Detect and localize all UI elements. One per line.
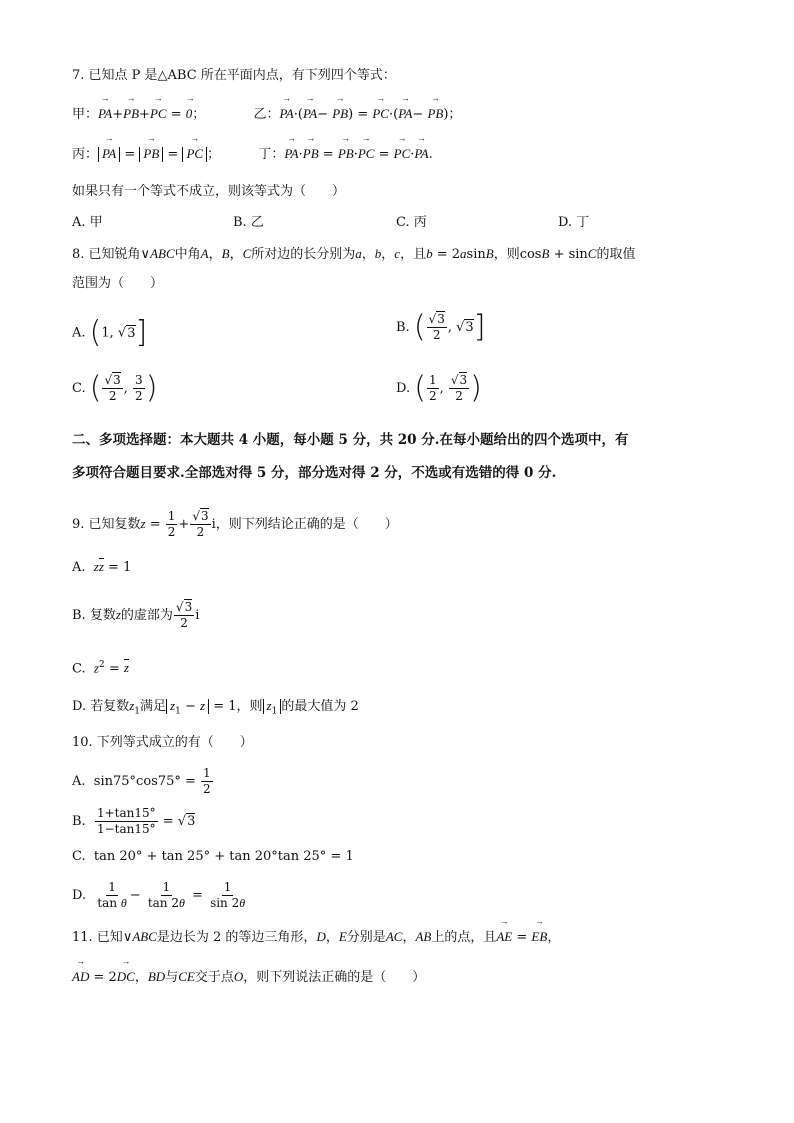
- q9-stem: 9. 已知复数z = $\frac{1}{2}$ + $\frac{√3}{2}$ i，则下列结论正确的是（ ）: [72, 509, 398, 539]
- q9-option-d-c: ，则: [236, 699, 263, 714]
- q10-stem: 10. 下列等式成立的有（ ）: [72, 735, 253, 750]
- q11-stem: 11. 已知∨ABC是边长为 2 的等边三角形，D，E分别是AC，AB上的点，且→ AE = → EB，: [72, 927, 560, 948]
- section2-line1: 二、多项选择题：本大题共 4 小题，每小题 5 分，共 20 分.在每小题给出的四个选项中，有: [72, 432, 629, 448]
- q11-stem-b: 是边长为 2 的等边三角形，: [156, 930, 317, 945]
- q7-label-jia: 甲：: [72, 107, 99, 122]
- q8-stem-e: ，则: [493, 247, 520, 262]
- q7-option-c: C. 丙: [396, 215, 427, 230]
- q8-stem-b: 中角: [174, 247, 201, 262]
- q7-question: 如果只有一个等式不成立，则该等式为（ ）: [72, 184, 346, 199]
- q7-option-b: B. 乙: [233, 215, 264, 230]
- q11-stem-d: 上的点，且: [431, 930, 497, 945]
- q8-stem: 8. 已知锐角∨ABC中角A，B，C所对边的长分别为a，b，c，且b = 2asinB，则cosB + sinC的取值: [72, 246, 636, 262]
- q10-option-b: B. $\frac{1+\tan 15^\circ}{1-\tan 15^\circ}$ = √3: [72, 806, 196, 836]
- q8-option-b-label: B.: [396, 320, 410, 335]
- q11-stem-2b: 与: [165, 970, 179, 985]
- q9-option-c: C. $z^2 = z$: [72, 660, 129, 677]
- q8-stem-c: 所对边的长分别为: [251, 247, 356, 262]
- q8-stem-d: ，且: [400, 247, 427, 262]
- q9-option-d: D. 若复数$z_1$满足 $z_1 - z = 1$，则 $z_1$ 的最大值为 2: [72, 698, 359, 717]
- q8-option-a: A. (1, √3]: [72, 315, 148, 350]
- q9-option-d-d: 的最大值为 2: [281, 699, 359, 714]
- section2-line2: 多项符合题目要求.全部选对得 5 分，部分选对得 2 分，不选或有选错的得 0 分.: [72, 465, 557, 481]
- q7-eq-jia-yi: 甲：→ PA+→ PB+→ PC = → 0； 乙：→ PA·(→ PA− → PB) = → PC·(→ PA− → PB)；: [72, 104, 461, 125]
- q9-option-b-b: 的虚部为: [120, 608, 173, 623]
- q10-option-b-label: B.: [72, 814, 86, 829]
- q7-label-yi: 乙：: [253, 107, 280, 122]
- q8-option-c: C. ( $\frac{√3}{2}$ , $\frac{3}{2}$ ): [72, 370, 158, 406]
- q11-stem-2a: ，: [134, 970, 148, 985]
- q8-option-a-label: A.: [72, 325, 86, 341]
- q10-option-c-label: C.: [72, 849, 86, 864]
- q9-option-b-a: B. 复数: [72, 608, 116, 623]
- q10-option-d: D. $\frac{1}{\text{tan θ}}$ − $\frac{1}{\tan 2\theta}$ = $\frac{1}{\sin 2\theta}$: [72, 880, 246, 910]
- q11-stem-c: 分别是: [346, 930, 386, 945]
- q7-label-ding: 丁：: [258, 147, 285, 162]
- q7-stem: 7. 已知点 P 是△ABC 所在平面内点，有下列四个等式：: [72, 68, 396, 83]
- q8-stem-2: 范围为（ ）: [72, 276, 164, 291]
- q11-stem-2c: 交于点: [194, 970, 234, 985]
- q7-eq-bing-ding: 丙：→ PA = → PB = → PC ； 丁：→ PA·→ PB = → PB·→ PC = → PC·→ PA.: [72, 144, 433, 165]
- q8-option-d-label: D.: [396, 381, 411, 396]
- q9-option-c-label: C.: [72, 661, 86, 677]
- q8-stem-f: 的取值: [596, 247, 636, 262]
- q7-option-a: A. 甲: [72, 215, 103, 230]
- q9-stem-a: 9. 已知复数: [72, 517, 141, 532]
- q11-stem-2d: ，则下列说法正确的是（ ）: [243, 970, 426, 985]
- q11-stem-2: → AD = 2→ DC，BD与CE交于点O，则下列说法正确的是（ ）: [72, 967, 425, 988]
- q9-option-a-label: A.: [72, 560, 86, 575]
- q9-option-a: A. zz = 1: [72, 559, 132, 575]
- q8-option-d: D. ( $\frac{1}{2}$ , $\frac{√3}{2}$ ): [396, 370, 482, 406]
- q9-stem-b: ，则下列结论正确的是（ ）: [215, 517, 398, 532]
- q10-option-a: A. sin75°cos75° = $\frac{1}{2}$: [72, 766, 211, 796]
- q10-option-a-label: A.: [72, 774, 86, 789]
- q11-stem-a: 11. 已知: [72, 930, 123, 945]
- q10-option-d-label: D.: [72, 888, 87, 903]
- q9-option-d-a: D. 若复数: [72, 699, 130, 714]
- q9-option-d-b: 满足: [140, 699, 167, 714]
- q8-option-b: B. ( $\frac{√3}{2}$ , √3]: [396, 309, 486, 345]
- q8-stem-a: 8. 已知锐角: [72, 247, 141, 262]
- q9-option-b: B. 复数z的虚部为 $\frac{√3}{2}$ i: [72, 600, 200, 630]
- q8-option-c-label: C.: [72, 381, 86, 396]
- q7-label-bing: 丙：: [72, 147, 99, 162]
- q10-option-c: C. tan 20° + tan 25° + tan 20°tan 25° = 1: [72, 849, 354, 864]
- q7-option-d: D. 丁: [558, 215, 590, 230]
